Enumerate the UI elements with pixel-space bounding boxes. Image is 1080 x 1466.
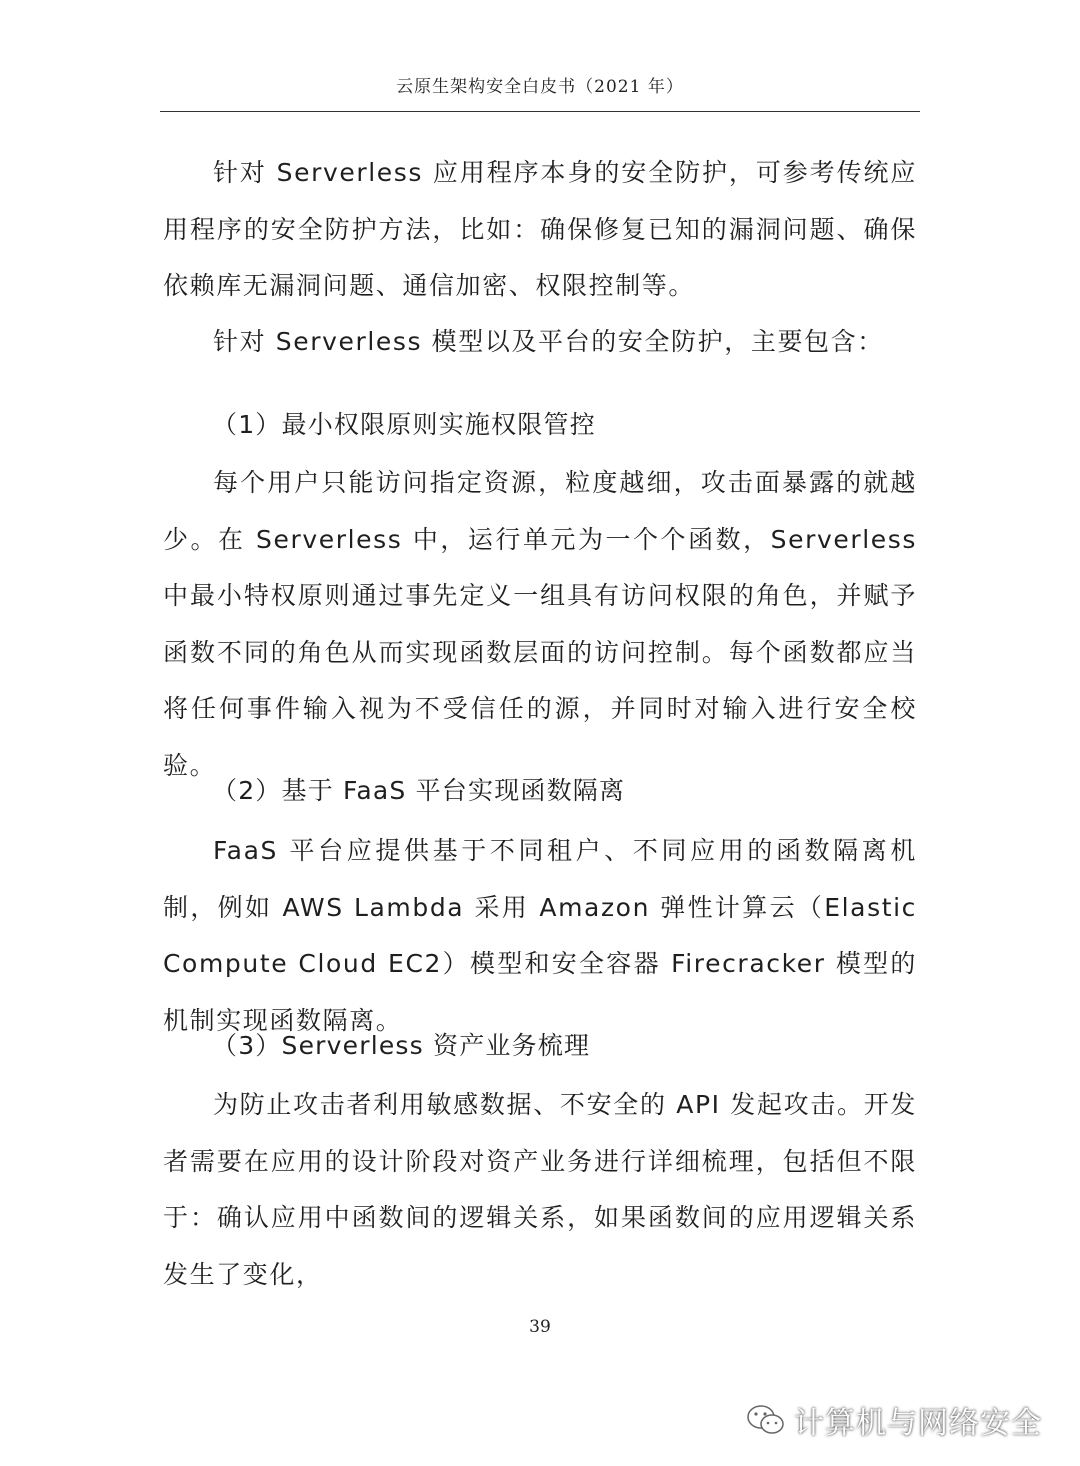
paragraph-model-platform-intro: 针对 Serverless 模型以及平台的安全防护，主要包含： (213, 327, 884, 356)
section-heading-least-privilege: （1）最小权限原则实施权限管控 (212, 410, 596, 439)
watermark-text: 计算机与网络安全 (794, 1406, 1042, 1441)
paragraph-function-isolation: FaaS 平台应提供基于不同租户、不同应用的函数隔离机制，例如 AWS Lambda 采用 Amazon 弹性计算云（Elastic Compute Cloud EC2）模型和安全容器 Firecracker 模型的机制实现函数隔离。 (163, 836, 917, 1035)
wechat-icon (746, 1403, 786, 1437)
page-header-title: 云原生架构安全白皮书（2021 年） (396, 77, 684, 97)
page-number: 39 (529, 1317, 551, 1337)
header-divider (160, 111, 920, 112)
section-heading-asset-review: （3）Serverless 资产业务梳理 (212, 1031, 591, 1060)
watermark (746, 1398, 1042, 1442)
paragraph-asset-review: 为防止攻击者利用敏感数据、不安全的 API 发起攻击。开发者需要在应用的设计阶段对资产业务进行详细梳理，包括但不限于：确认应用中函数间的逻辑关系，如果函数间的应用逻辑关系发生了变化， (163, 1090, 917, 1289)
paragraph-serverless-app-protection: 针对 Serverless 应用程序本身的安全防护，可参考传统应用程序的安全防护方法，比如：确保修复已知的漏洞问题、确保依赖库无漏洞问题、通信加密、权限控制等。 (163, 158, 917, 300)
paragraph-least-privilege: 每个用户只能访问指定资源，粒度越细，攻击面暴露的就越少。在 Serverless 中，运行单元为一个个函数，Serverless 中最小特权原则通过事先定义一组具有访问权限的角色，并赋予函数不同的角色从而实现函数层面的访问控制。每个函数都应当将任何事件输入视为不受信任的源，并同时对输入进行安全校验。 (163, 468, 917, 780)
section-heading-function-isolation: （2）基于 FaaS 平台实现函数隔离 (212, 776, 626, 805)
